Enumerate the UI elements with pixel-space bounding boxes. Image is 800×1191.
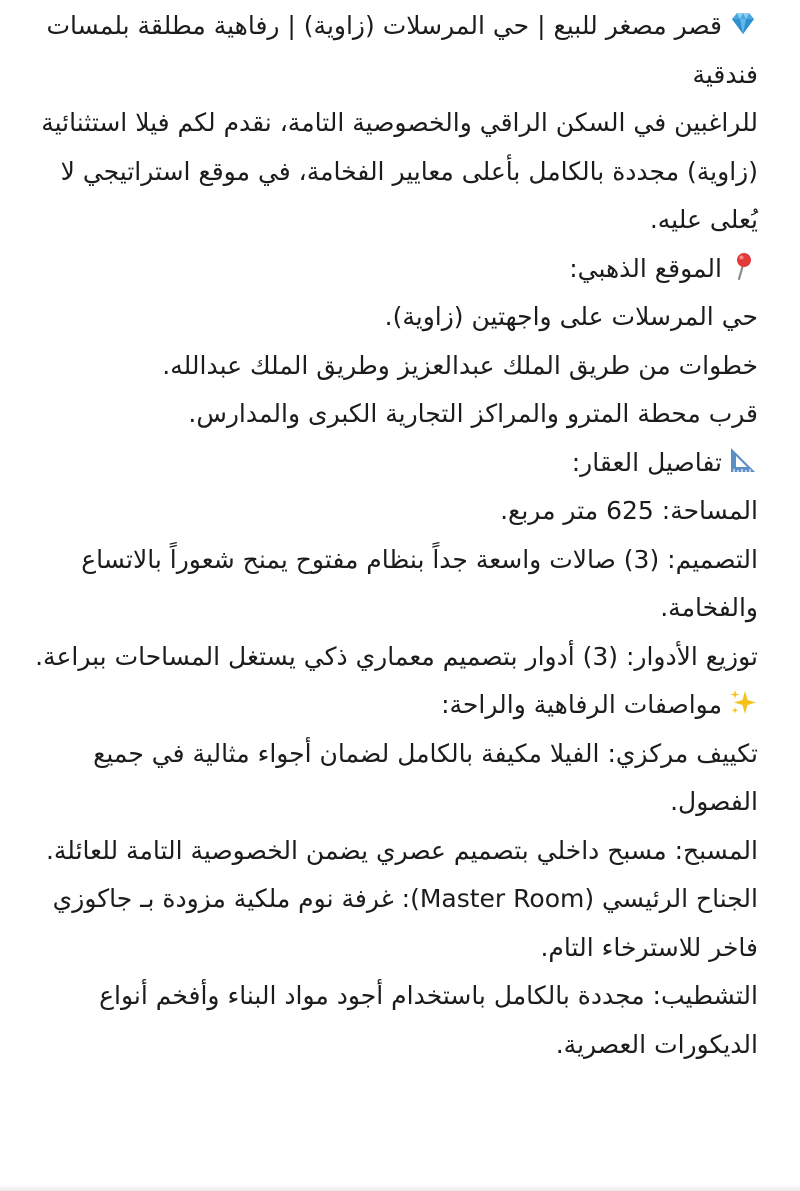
location-line: قرب محطة المترو والمراكز التجارية الكبرى والمدارس. — [188, 399, 758, 428]
location-line: حي المرسلات على واجهتين (زاوية). — [384, 302, 758, 331]
features-line: الجناح الرئيسي (Master Room): غرفة نوم ملكية مزودة بـ جاكوزي فاخر للاسترخاء التام. — [52, 884, 758, 962]
intro-paragraph: للراغبين في السكن الراقي والخصوصية التامة، نقدم لكم فيلا استثنائية (زاوية) مجددة بالكامل بأعلى معايير الفخامة، في موقع استراتيجي لا يُعلى عليه. — [41, 108, 758, 234]
features-heading: مواصفات الرفاهية والراحة: — [441, 690, 722, 719]
details-heading: تفاصيل العقار: — [571, 447, 722, 477]
details-heading-line — [30, 439, 758, 488]
features-line: المسبح: مسبح داخلي بتصميم عصري يضمن الخصوصية التامة للعائلة. — [45, 835, 758, 865]
details-line: توزيع الأدوار: (3) أدوار بتصميم معماري ذكي يستغل المساحات ببراعة. — [35, 641, 758, 671]
location-heading-line — [30, 245, 758, 294]
bottom-edge-divider — [0, 1185, 800, 1191]
triangular-ruler-icon — [728, 445, 758, 475]
location-line: خطوات من طريق الملك عبدالعزيز وطريق الملك عبدالله. — [162, 350, 758, 380]
gem-icon — [728, 8, 758, 38]
round-pushpin-icon — [728, 251, 758, 281]
sparkles-icon — [728, 687, 758, 717]
post-title: قصر مصغر للبيع | حي المرسلات (زاوية) | رفاهية مطلقة بلمسات فندقية — [46, 11, 758, 89]
location-heading: الموقع الذهبي: — [569, 253, 722, 283]
details-line: المساحة: 625 متر مربع. — [500, 496, 758, 525]
post-title-line — [30, 2, 758, 99]
features-line: تكييف مركزي: الفيلا مكيفة بالكامل لضمان أجواء مثالية في جميع الفصول. — [93, 738, 758, 816]
features-line: التشطيب: مجددة بالكامل باستخدام أجود مواد البناء وأفخم أنواع الديكورات العصرية. — [99, 981, 758, 1059]
features-heading-line — [30, 681, 758, 730]
details-line: التصميم: (3) صالات واسعة جداً بنظام مفتوح يمنح شعوراً بالاتساع والفخامة. — [81, 544, 758, 622]
